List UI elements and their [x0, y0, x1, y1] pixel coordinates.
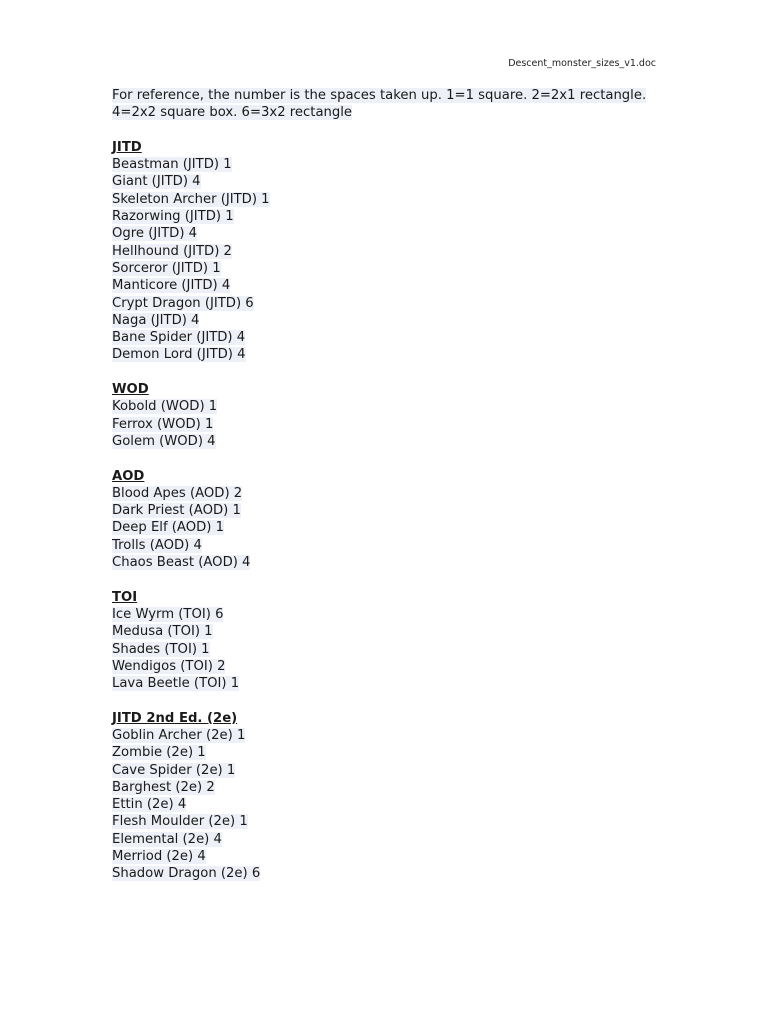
- monster-entry: Shades (TOI) 1: [112, 641, 210, 657]
- list-item: [112, 502, 652, 519]
- monster-entry: Deep Elf (AOD) 1: [112, 520, 224, 536]
- monster-entry: Manticore (JITD) 4: [112, 278, 231, 294]
- list-item: [112, 779, 652, 796]
- document-filename: Descent_monster_sizes_v1.doc: [508, 58, 656, 69]
- monster-entry: Razorwing (JITD) 1: [112, 209, 234, 225]
- monster-entry: Blood Apes (AOD) 2: [112, 485, 243, 501]
- list-item: [112, 519, 652, 536]
- section-jitd-2nd-ed-2e: [112, 710, 652, 883]
- monster-entry: Medusa (TOI) 1: [112, 624, 213, 640]
- section-heading: WOD: [112, 382, 149, 398]
- monster-entry: Merriod (2e) 4: [112, 849, 206, 865]
- list-item: [112, 277, 652, 294]
- monster-entry: Flesh Moulder (2e) 1: [112, 814, 248, 830]
- list-item: [112, 554, 652, 571]
- section-heading: JITD: [112, 139, 142, 155]
- list-item: [112, 433, 652, 450]
- section-toi: [112, 589, 652, 693]
- list-item: [112, 485, 652, 502]
- list-item: [112, 606, 652, 623]
- list-item: [112, 641, 652, 658]
- section-heading-row: [112, 381, 652, 398]
- monster-entry: Shadow Dragon (2e) 6: [112, 866, 261, 882]
- list-item: [112, 346, 652, 363]
- monster-entry: Giant (JITD) 4: [112, 174, 201, 190]
- section-heading: JITD 2nd Ed. (2e): [112, 710, 238, 726]
- monster-entry: Demon Lord (JITD) 4: [112, 347, 246, 363]
- monster-entry: Ogre (JITD) 4: [112, 226, 198, 242]
- section-heading-row: [112, 589, 652, 606]
- monster-entry: Sorceror (JITD) 1: [112, 260, 221, 276]
- section-jitd: [112, 139, 652, 364]
- list-item: [112, 260, 652, 277]
- monster-entry: Beastman (JITD) 1: [112, 157, 232, 173]
- monster-entry: Dark Priest (AOD) 1: [112, 503, 241, 519]
- list-item: [112, 398, 652, 415]
- monster-entry: Golem (WOD) 4: [112, 433, 216, 449]
- list-item: [112, 623, 652, 640]
- monster-entry: Hellhound (JITD) 2: [112, 243, 232, 259]
- monster-entry: Lava Beetle (TOI) 1: [112, 676, 240, 692]
- monster-entry: Zombie (2e) 1: [112, 745, 206, 761]
- list-item: [112, 865, 652, 882]
- list-item: [112, 191, 652, 208]
- intro-paragraph: [112, 87, 652, 122]
- monster-entry: Ferrox (WOD) 1: [112, 416, 214, 432]
- list-item: [112, 208, 652, 225]
- section-heading: AOD: [112, 468, 145, 484]
- monster-entry: Bane Spider (JITD) 4: [112, 330, 246, 346]
- list-item: [112, 848, 652, 865]
- intro-text: For reference, the number is the spaces taken up. 1=1 square. 2=2x1 rectangle. 4=2x2 square box. 6=3x2 rectangle: [112, 88, 647, 121]
- sections-container: [112, 139, 652, 883]
- monster-entry: Goblin Archer (2e) 1: [112, 727, 246, 743]
- list-item: [112, 416, 652, 433]
- list-item: [112, 225, 652, 242]
- list-item: [112, 329, 652, 346]
- list-item: [112, 727, 652, 744]
- section-heading-row: [112, 139, 652, 156]
- list-item: [112, 796, 652, 813]
- list-item: [112, 658, 652, 675]
- list-item: [112, 675, 652, 692]
- list-item: [112, 744, 652, 761]
- monster-entry: Naga (JITD) 4: [112, 312, 200, 328]
- section-heading: TOI: [112, 589, 138, 605]
- list-item: [112, 762, 652, 779]
- section-wod: [112, 381, 652, 450]
- section-heading-row: [112, 468, 652, 485]
- list-item: [112, 813, 652, 830]
- document-body: [112, 87, 652, 900]
- list-item: [112, 243, 652, 260]
- monster-entry: Crypt Dragon (JITD) 6: [112, 295, 254, 311]
- monster-entry: Elemental (2e) 4: [112, 831, 222, 847]
- section-aod: [112, 468, 652, 572]
- monster-entry: Barghest (2e) 2: [112, 779, 215, 795]
- section-heading-row: [112, 710, 652, 727]
- monster-entry: Wendigos (TOI) 2: [112, 658, 226, 674]
- monster-entry: Trolls (AOD) 4: [112, 537, 202, 553]
- monster-entry: Ice Wyrm (TOI) 6: [112, 606, 224, 622]
- monster-entry: Chaos Beast (AOD) 4: [112, 555, 251, 571]
- list-item: [112, 173, 652, 190]
- monster-entry: Kobold (WOD) 1: [112, 399, 218, 415]
- list-item: [112, 831, 652, 848]
- monster-entry: Cave Spider (2e) 1: [112, 762, 236, 778]
- list-item: [112, 156, 652, 173]
- list-item: [112, 537, 652, 554]
- list-item: [112, 312, 652, 329]
- monster-entry: Ettin (2e) 4: [112, 797, 187, 813]
- list-item: [112, 295, 652, 312]
- monster-entry: Skeleton Archer (JITD) 1: [112, 191, 270, 207]
